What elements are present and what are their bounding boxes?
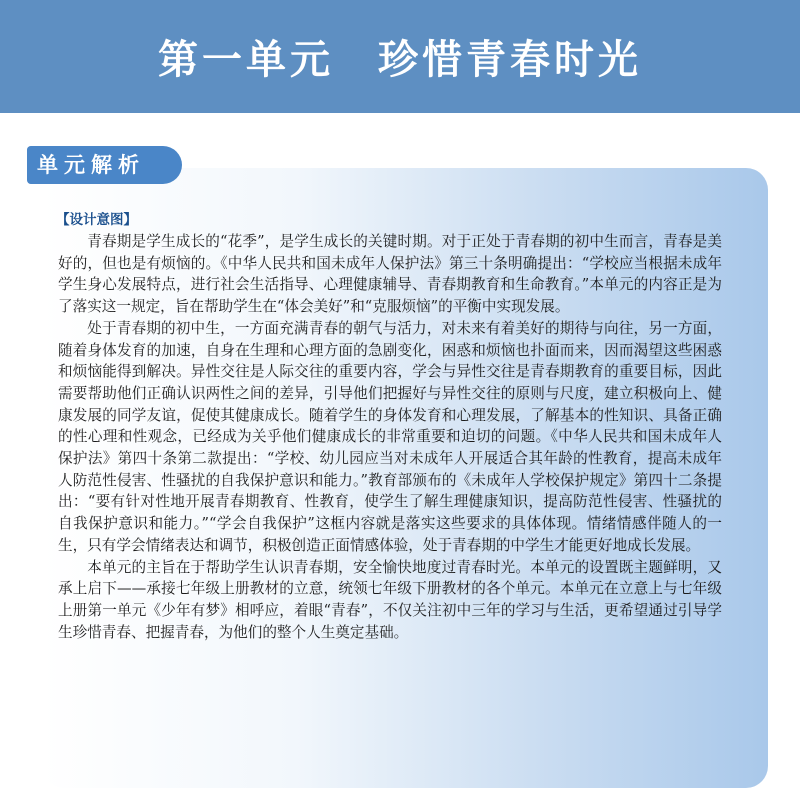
- paragraph: 本单元的主旨在于帮助学生认识青春期，安全愉快地度过青春时光。本单元的设置既主题鲜明，又承上启下——承接七年级上册教材的立意，统领七年级下册教材的各个单元。本单元在立意上与七年级上册第一单元《少年有梦》相呼应，着眼“青春”，不仅关注初中三年的学习与生活，更希望通过引导学生珍惜青春、把握青春，为他们的整个人生奠定基础。: [58, 558, 722, 641]
- paragraph: 处于青春期的初中生，一方面充满青春的朝气与活力，对未来有着美好的期待与向往，另一方面，随着身体发育的加速，自身在生理和心理方面的急剧变化，困惑和烦恼也扑面而来，因而渴望这些困惑和烦恼能得到解决。异性交往是人际交往的重要内容，学会与异性交往是青春期教育的重要目标，因此需要帮助他们正确认识两性之间的差异，引导他们把握好与异性交往的原则与尺度，建立积极向上、健康发展的同学友谊，促使其健康成长。随着学生的身体发育和心理发展，了解基本的性知识、具备正确的性心理和性观念，已经成为关乎他们健康成长的非常重要和迫切的问题。《中华人民共和国未成年人保护法》第四十条第二款提出：“学校、幼儿园应当对未成年人开展适合其年龄的性教育，提高未成年人防范性侵害、性骚扰的自我保护意识和能力。”教育部颁布的《未成年人学校保护规定》第四十二条提出：“要有针对性地开展青春期教育、性教育，使学生了解生理健康知识，提高防范性侵害、性骚扰的自我保护意识和能力。”“学会自我保护”这框内容就是落实这些要求的具体体现。情绪情感伴随人的一生，只有学会情绪表达和调节，积极创造正面情感体验，处于青春期的中学生才能更好地成长发展。: [58, 319, 722, 554]
- design-intent-label: 【设计意图】: [56, 212, 137, 228]
- header-band: [0, 0, 800, 113]
- unit-title: 第一单元 珍惜青春时光: [158, 37, 642, 83]
- section-badge: 单元解析: [27, 146, 182, 184]
- body-text: [58, 231, 722, 643]
- paragraph: 青春期是学生成长的“花季”，是学生成长的关键时期。对于正处于青春期的初中生而言，青春是美好的，但也是有烦恼的。《中华人民共和国未成年人保护法》第三十条明确提出：“学校应当根据未成年学生身心发展特点，进行社会生活指导、心理健康辅导、青春期教育和生命教育。”本单元的内容正是为了落实这一规定，旨在帮助学生在“体会美好”和“克服烦恼”的平衡中实现发展。: [58, 233, 722, 316]
